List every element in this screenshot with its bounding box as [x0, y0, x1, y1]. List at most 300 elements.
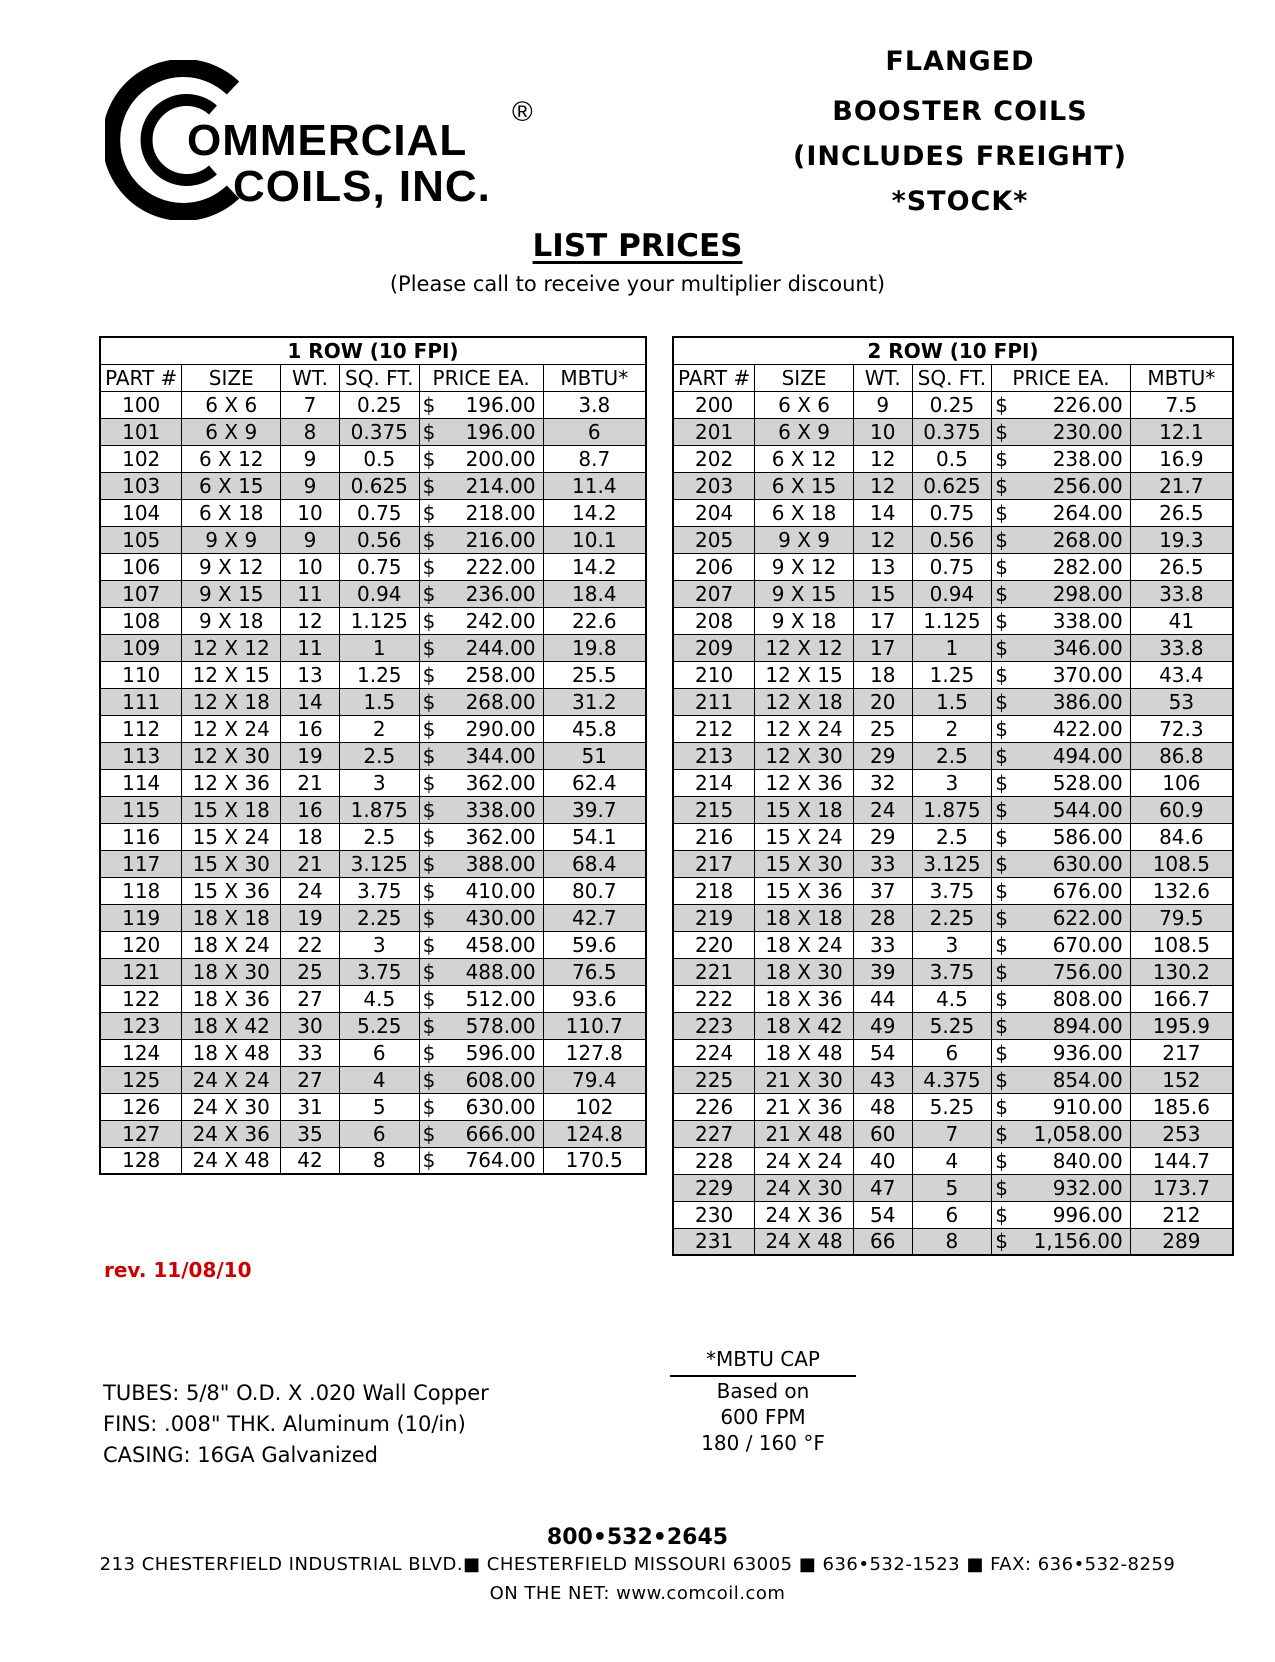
table-row — [100, 1039, 646, 1066]
currency-symbol: $ — [422, 689, 436, 714]
size-cell: 12 X 15 — [182, 661, 281, 688]
part-number-cell: 107 — [100, 580, 182, 607]
price-cell — [992, 1039, 1130, 1066]
weight-cell: 12 — [853, 445, 912, 472]
weight-cell: 13 — [853, 553, 912, 580]
price-amount: 494.00 — [1052, 743, 1123, 768]
part-number-cell: 203 — [673, 472, 755, 499]
price-cell — [419, 931, 543, 958]
table-row — [100, 580, 646, 607]
sq-ft-cell: 0.375 — [339, 418, 419, 445]
price-cell — [419, 661, 543, 688]
price-cell — [992, 1120, 1130, 1147]
sq-ft-cell: 6 — [912, 1201, 992, 1228]
sq-ft-cell: 0.5 — [912, 445, 992, 472]
currency-symbol: $ — [422, 716, 436, 741]
currency-symbol: $ — [422, 1013, 436, 1038]
price-amount: 264.00 — [1052, 500, 1123, 525]
mbtu-cell: 108.5 — [1130, 931, 1233, 958]
currency-symbol: $ — [995, 986, 1008, 1011]
sq-ft-cell: 5 — [339, 1093, 419, 1120]
mbtu-cell: 106 — [1130, 769, 1233, 796]
table-row — [673, 1147, 1233, 1174]
mbtu-cell: 289 — [1130, 1228, 1233, 1255]
sq-ft-cell: 0.75 — [339, 499, 419, 526]
size-cell: 18 X 36 — [182, 985, 281, 1012]
price-amount: 608.00 — [465, 1067, 536, 1092]
header-line2: BOOSTER COILS — [832, 96, 1088, 127]
table-heading: 2 ROW (10 FPI) — [673, 337, 1233, 364]
currency-symbol: $ — [422, 392, 436, 417]
size-cell: 6 X 9 — [755, 418, 854, 445]
part-number-cell: 225 — [673, 1066, 755, 1093]
weight-cell: 29 — [853, 823, 912, 850]
mbtu-cell: 173.7 — [1130, 1174, 1233, 1201]
part-number-cell: 228 — [673, 1147, 755, 1174]
price-cell — [992, 553, 1130, 580]
sq-ft-cell: 0.75 — [339, 553, 419, 580]
mbtu-cell: 26.5 — [1130, 499, 1233, 526]
spec-casing: CASING: 16GA Galvanized — [103, 1443, 379, 1467]
table-row — [673, 418, 1233, 445]
weight-cell: 9 — [281, 472, 340, 499]
mbtu-cell: 42.7 — [543, 904, 646, 931]
price-amount: 630.00 — [1052, 851, 1123, 876]
weight-cell: 43 — [853, 1066, 912, 1093]
price-cell — [992, 445, 1130, 472]
mbtu-cell: 130.2 — [1130, 958, 1233, 985]
part-number-cell: 128 — [100, 1147, 182, 1174]
price-cell — [992, 499, 1130, 526]
price-cell — [419, 823, 543, 850]
currency-symbol: $ — [422, 473, 436, 498]
mbtu-cell: 102 — [543, 1093, 646, 1120]
size-cell: 18 X 30 — [182, 958, 281, 985]
currency-symbol: $ — [995, 1067, 1008, 1092]
part-number-cell: 109 — [100, 634, 182, 661]
mbtu-note-divider — [670, 1375, 856, 1377]
table-row — [100, 661, 646, 688]
price-cell — [992, 607, 1130, 634]
table-row — [100, 958, 646, 985]
currency-symbol: $ — [422, 1067, 436, 1092]
price-cell — [419, 580, 543, 607]
weight-cell: 9 — [853, 391, 912, 418]
currency-symbol: $ — [422, 608, 436, 633]
column-header: SQ. FT. — [912, 364, 992, 391]
part-number-cell: 214 — [673, 769, 755, 796]
currency-symbol: $ — [422, 905, 436, 930]
currency-symbol: $ — [422, 1121, 436, 1146]
currency-symbol: $ — [995, 392, 1008, 417]
price-cell — [419, 553, 543, 580]
sq-ft-cell: 2 — [339, 715, 419, 742]
price-cell — [419, 715, 543, 742]
mbtu-cell: 33.8 — [1130, 634, 1233, 661]
price-cell — [992, 877, 1130, 904]
part-number-cell: 218 — [673, 877, 755, 904]
part-number-cell: 223 — [673, 1012, 755, 1039]
price-amount: 338.00 — [1052, 608, 1123, 633]
currency-symbol: $ — [995, 608, 1008, 633]
table-row — [100, 472, 646, 499]
currency-symbol: $ — [422, 1040, 436, 1065]
price-amount: 1,156.00 — [1033, 1229, 1123, 1254]
price-amount: 578.00 — [465, 1013, 536, 1038]
price-amount: 362.00 — [465, 770, 536, 795]
currency-symbol: $ — [995, 419, 1008, 444]
sq-ft-cell: 0.625 — [339, 472, 419, 499]
table-row — [100, 418, 646, 445]
currency-symbol: $ — [422, 878, 436, 903]
size-cell: 9 X 18 — [755, 607, 854, 634]
mbtu-cell: 43.4 — [1130, 661, 1233, 688]
sq-ft-cell: 0.625 — [912, 472, 992, 499]
price-amount: 410.00 — [465, 878, 536, 903]
table-row — [100, 769, 646, 796]
currency-symbol: $ — [995, 581, 1008, 606]
size-cell: 12 X 12 — [755, 634, 854, 661]
size-cell: 15 X 18 — [182, 796, 281, 823]
size-cell: 12 X 36 — [755, 769, 854, 796]
table-row — [100, 607, 646, 634]
part-number-cell: 219 — [673, 904, 755, 931]
mbtu-cell: 68.4 — [543, 850, 646, 877]
weight-cell: 11 — [281, 580, 340, 607]
weight-cell: 60 — [853, 1120, 912, 1147]
price-amount: 362.00 — [465, 824, 536, 849]
currency-symbol: $ — [995, 878, 1008, 903]
mbtu-cell: 22.6 — [543, 607, 646, 634]
weight-cell: 24 — [853, 796, 912, 823]
sq-ft-cell: 1.5 — [339, 688, 419, 715]
header-line1: FLANGED — [885, 46, 1035, 77]
price-cell — [419, 850, 543, 877]
logo-text-line2: COILS, INC. — [233, 162, 491, 211]
price-cell — [992, 1174, 1130, 1201]
mbtu-cell: 41 — [1130, 607, 1233, 634]
mbtu-cell: 60.9 — [1130, 796, 1233, 823]
column-header: WT. — [281, 364, 340, 391]
table-body — [673, 391, 1233, 1255]
currency-symbol: $ — [995, 689, 1008, 714]
column-header: WT. — [853, 364, 912, 391]
price-cell — [419, 391, 543, 418]
table-row — [100, 499, 646, 526]
sq-ft-cell: 0.56 — [339, 526, 419, 553]
mbtu-cell: 170.5 — [543, 1147, 646, 1174]
sq-ft-cell: 0.94 — [339, 580, 419, 607]
size-cell: 6 X 9 — [182, 418, 281, 445]
table-row — [673, 607, 1233, 634]
part-number-cell: 212 — [673, 715, 755, 742]
size-cell: 12 X 36 — [182, 769, 281, 796]
price-cell — [419, 769, 543, 796]
size-cell: 18 X 48 — [755, 1039, 854, 1066]
sq-ft-cell: 0.56 — [912, 526, 992, 553]
price-amount: 630.00 — [465, 1094, 536, 1119]
registered-mark: ® — [512, 96, 533, 127]
weight-cell: 8 — [281, 418, 340, 445]
sq-ft-cell: 3 — [339, 931, 419, 958]
sq-ft-cell: 3 — [339, 769, 419, 796]
price-cell — [419, 796, 543, 823]
price-cell — [992, 769, 1130, 796]
part-number-cell: 206 — [673, 553, 755, 580]
table-row — [673, 796, 1233, 823]
sq-ft-cell: 0.94 — [912, 580, 992, 607]
table-row — [673, 715, 1233, 742]
column-header: PRICE EA. — [992, 364, 1130, 391]
price-cell — [419, 418, 543, 445]
mbtu-cell: 26.5 — [1130, 553, 1233, 580]
mbtu-cell: 79.4 — [543, 1066, 646, 1093]
size-cell: 18 X 24 — [755, 931, 854, 958]
sq-ft-cell: 5.25 — [912, 1093, 992, 1120]
price-amount: 344.00 — [465, 743, 536, 768]
column-header: MBTU* — [543, 364, 646, 391]
mbtu-cell: 166.7 — [1130, 985, 1233, 1012]
mbtu-cell: 51 — [543, 742, 646, 769]
size-cell: 12 X 30 — [755, 742, 854, 769]
mbtu-cell: 76.5 — [543, 958, 646, 985]
price-amount: 222.00 — [465, 554, 536, 579]
price-amount: 244.00 — [465, 635, 536, 660]
mbtu-cell: 25.5 — [543, 661, 646, 688]
weight-cell: 33 — [853, 850, 912, 877]
table-row — [100, 796, 646, 823]
mbtu-cell: 110.7 — [543, 1012, 646, 1039]
currency-symbol: $ — [995, 662, 1008, 687]
mbtu-cell: 86.8 — [1130, 742, 1233, 769]
price-cell — [992, 1201, 1130, 1228]
part-number-cell: 202 — [673, 445, 755, 472]
part-number-cell: 121 — [100, 958, 182, 985]
weight-cell: 54 — [853, 1201, 912, 1228]
company-logo — [105, 60, 575, 220]
part-number-cell: 224 — [673, 1039, 755, 1066]
table-row — [100, 1120, 646, 1147]
weight-cell: 66 — [853, 1228, 912, 1255]
header-line4: *STOCK* — [891, 186, 1029, 217]
sq-ft-cell: 0.75 — [912, 553, 992, 580]
table-row — [673, 1012, 1233, 1039]
price-amount: 196.00 — [465, 419, 536, 444]
table-row — [673, 580, 1233, 607]
column-header: SIZE — [755, 364, 854, 391]
size-cell: 6 X 18 — [182, 499, 281, 526]
mbtu-cell: 6 — [543, 418, 646, 445]
part-number-cell: 124 — [100, 1039, 182, 1066]
mbtu-cell: 11.4 — [543, 472, 646, 499]
part-number-cell: 207 — [673, 580, 755, 607]
mbtu-cell: 84.6 — [1130, 823, 1233, 850]
mbtu-cell: 108.5 — [1130, 850, 1233, 877]
part-number-cell: 120 — [100, 931, 182, 958]
size-cell: 9 X 9 — [182, 526, 281, 553]
currency-symbol: $ — [995, 500, 1008, 525]
sq-ft-cell: 1.25 — [912, 661, 992, 688]
currency-symbol: $ — [995, 716, 1008, 741]
table-row — [673, 1039, 1233, 1066]
weight-cell: 10 — [281, 553, 340, 580]
sq-ft-cell: 5.25 — [339, 1012, 419, 1039]
part-number-cell: 106 — [100, 553, 182, 580]
sq-ft-cell: 2.5 — [339, 823, 419, 850]
sq-ft-cell: 3.125 — [912, 850, 992, 877]
size-cell: 12 X 24 — [182, 715, 281, 742]
size-cell: 12 X 18 — [182, 688, 281, 715]
currency-symbol: $ — [995, 1040, 1008, 1065]
sq-ft-cell: 2.25 — [339, 904, 419, 931]
column-header: PART # — [100, 364, 182, 391]
mbtu-cell: 93.6 — [543, 985, 646, 1012]
column-header: PART # — [673, 364, 755, 391]
weight-cell: 25 — [853, 715, 912, 742]
part-number-cell: 112 — [100, 715, 182, 742]
revision-date: rev. 11/08/10 — [104, 1258, 252, 1282]
mbtu-cell: 21.7 — [1130, 472, 1233, 499]
column-header: MBTU* — [1130, 364, 1233, 391]
weight-cell: 29 — [853, 742, 912, 769]
weight-cell: 37 — [853, 877, 912, 904]
sq-ft-cell: 6 — [339, 1120, 419, 1147]
size-cell: 18 X 30 — [755, 958, 854, 985]
currency-symbol: $ — [995, 1175, 1008, 1200]
mbtu-note-line3: 180 / 160 °F — [701, 1431, 825, 1455]
weight-cell: 33 — [281, 1039, 340, 1066]
part-number-cell: 222 — [673, 985, 755, 1012]
currency-symbol: $ — [995, 743, 1008, 768]
mbtu-cell: 12.1 — [1130, 418, 1233, 445]
weight-cell: 22 — [281, 931, 340, 958]
sq-ft-cell: 6 — [912, 1039, 992, 1066]
mbtu-cell: 45.8 — [543, 715, 646, 742]
price-amount: 676.00 — [1052, 878, 1123, 903]
sq-ft-cell: 0.5 — [339, 445, 419, 472]
weight-cell: 18 — [281, 823, 340, 850]
currency-symbol: $ — [422, 554, 436, 579]
weight-cell: 47 — [853, 1174, 912, 1201]
weight-cell: 15 — [853, 580, 912, 607]
sq-ft-cell: 2.5 — [912, 742, 992, 769]
price-cell — [992, 472, 1130, 499]
weight-cell: 17 — [853, 634, 912, 661]
one-row-price-table — [99, 336, 647, 1175]
table-row — [673, 1093, 1233, 1120]
price-amount: 666.00 — [465, 1121, 536, 1146]
size-cell: 12 X 18 — [755, 688, 854, 715]
part-number-cell: 110 — [100, 661, 182, 688]
weight-cell: 11 — [281, 634, 340, 661]
part-number-cell: 200 — [673, 391, 755, 418]
part-number-cell: 100 — [100, 391, 182, 418]
weight-cell: 10 — [853, 418, 912, 445]
currency-symbol: $ — [995, 932, 1008, 957]
price-amount: 756.00 — [1052, 959, 1123, 984]
sq-ft-cell: 5 — [912, 1174, 992, 1201]
sq-ft-cell: 3.75 — [912, 877, 992, 904]
table-row — [100, 850, 646, 877]
table-row — [673, 1174, 1233, 1201]
price-amount: 388.00 — [465, 851, 536, 876]
two-row-price-table — [672, 336, 1234, 1256]
sq-ft-cell: 4.5 — [339, 985, 419, 1012]
weight-cell: 42 — [281, 1147, 340, 1174]
sq-ft-cell: 1.25 — [339, 661, 419, 688]
part-number-cell: 226 — [673, 1093, 755, 1120]
price-amount: 338.00 — [465, 797, 536, 822]
currency-symbol: $ — [995, 527, 1008, 552]
currency-symbol: $ — [422, 770, 436, 795]
size-cell: 6 X 6 — [755, 391, 854, 418]
mbtu-cell: 7.5 — [1130, 391, 1233, 418]
weight-cell: 10 — [281, 499, 340, 526]
size-cell: 9 X 18 — [182, 607, 281, 634]
table-row — [673, 1120, 1233, 1147]
weight-cell: 12 — [853, 472, 912, 499]
part-number-cell: 122 — [100, 985, 182, 1012]
currency-symbol: $ — [995, 770, 1008, 795]
currency-symbol: $ — [995, 851, 1008, 876]
mbtu-cell: 62.4 — [543, 769, 646, 796]
currency-symbol: $ — [995, 554, 1008, 579]
currency-symbol: $ — [422, 446, 436, 471]
currency-symbol: $ — [422, 959, 436, 984]
table-row — [673, 1201, 1233, 1228]
mbtu-cell: 195.9 — [1130, 1012, 1233, 1039]
currency-symbol: $ — [422, 1094, 436, 1119]
mbtu-cell: 19.3 — [1130, 526, 1233, 553]
table-row — [100, 688, 646, 715]
sq-ft-cell: 8 — [912, 1228, 992, 1255]
mbtu-cell: 19.8 — [543, 634, 646, 661]
table-row — [100, 823, 646, 850]
size-cell: 18 X 18 — [755, 904, 854, 931]
part-number-cell: 101 — [100, 418, 182, 445]
price-cell — [419, 634, 543, 661]
weight-cell: 24 — [281, 877, 340, 904]
price-cell — [992, 823, 1130, 850]
price-cell — [992, 391, 1130, 418]
currency-symbol: $ — [995, 635, 1008, 660]
size-cell: 9 X 15 — [182, 580, 281, 607]
sq-ft-cell: 1.125 — [339, 607, 419, 634]
currency-symbol: $ — [422, 797, 436, 822]
price-cell — [419, 904, 543, 931]
price-cell — [992, 715, 1130, 742]
table-row — [673, 553, 1233, 580]
currency-symbol: $ — [422, 851, 436, 876]
size-cell: 24 X 30 — [182, 1093, 281, 1120]
sq-ft-cell: 0.375 — [912, 418, 992, 445]
table-row — [673, 391, 1233, 418]
table-row — [673, 661, 1233, 688]
price-cell — [992, 796, 1130, 823]
price-amount: 932.00 — [1052, 1175, 1123, 1200]
mbtu-note-line1: Based on — [716, 1379, 810, 1403]
weight-cell: 14 — [281, 688, 340, 715]
table-row — [673, 958, 1233, 985]
price-amount: 596.00 — [465, 1040, 536, 1065]
currency-symbol: $ — [422, 932, 436, 957]
weight-cell: 21 — [281, 850, 340, 877]
part-number-cell: 127 — [100, 1120, 182, 1147]
part-number-cell: 216 — [673, 823, 755, 850]
currency-symbol: $ — [995, 959, 1008, 984]
currency-symbol: $ — [422, 500, 436, 525]
part-number-cell: 103 — [100, 472, 182, 499]
